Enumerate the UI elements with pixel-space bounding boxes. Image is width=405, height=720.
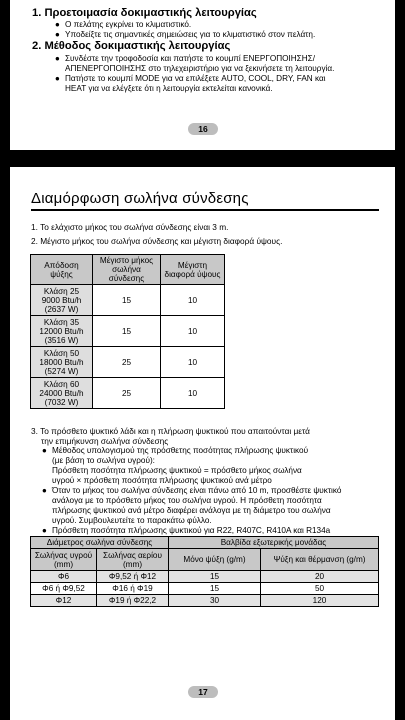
bullet-dot-icon: ● — [42, 446, 47, 455]
test-preparation-heading: 1. Προετοιμασία δοκιμαστικής λειτουργίας — [32, 7, 257, 19]
bullet-item: ● Μέθοδος υπολογισμού της πρόσθετης ποσότητας πλήρωσης ψυκτικού (με βάση το σωλήνα υγρού): Πρόσθετη ποσότητα πλήρωσης ψυκτικού = πρόσθετο μήκος σωλήνα υγρού × πρόσθετη ποσότητα πλήρωσης ψυκτικού ανά μέτρο — [42, 446, 309, 485]
bullet-dot-icon: ● — [55, 20, 60, 29]
heat-cell: 50 — [261, 583, 379, 595]
table-header-row — [31, 537, 379, 549]
refrigerant-charge-table — [30, 536, 379, 607]
table-header-row — [31, 255, 225, 285]
table-row — [31, 347, 225, 378]
liquid-cell: Φ6 ή Φ9,52 — [31, 583, 97, 595]
bullet-dot-icon: ● — [55, 54, 60, 63]
bullet-item: ● Πατήστε το κουμπί MODE για να επιλέξετε AUTO, COOL, DRY, FAN και HEAT για να ελέγξετε ότι η λειτουργία εκτελείται κανονικά. — [55, 74, 326, 93]
bullet-item: ● Όταν το μήκος του σωλήνα σύνδεσης είναι πάνω από 10 m, προσθέστε ψυκτικό ανάλογα με το πρόσθετο μήκος του σωλήνα υγρού. Η πρόσθετη ποσότητα πλήρωσης ψυκτικού ανά μέτρο διαφέρει ανάλογα με τη διάμετρο του σωλήνα υγρού. Συμβουλευτείτε το παρακάτω φύλλο. — [42, 486, 342, 525]
title-divider — [31, 209, 379, 211]
length-cell: 15 — [93, 316, 161, 347]
header-pipe-diameter: Διάμετρος σωλήνα σύνδεσης — [31, 537, 169, 549]
bullet-dot-icon: ● — [55, 30, 60, 39]
header-cooling-capacity: Απόδοση ψύξης — [31, 255, 93, 285]
heat-cell: 120 — [261, 595, 379, 607]
header-max-height-diff: Μέγιστη διαφορά ύψους — [161, 255, 225, 285]
min-length-note: 1. Το ελάχιστο μήκος του σωλήνα σύνδεσης είναι 3 m. — [31, 222, 229, 232]
page-number-badge: 17 — [188, 686, 218, 698]
table-row — [31, 316, 225, 347]
class-cell: Κλάση 35 12000 Btu/h (3516 W) — [31, 316, 93, 347]
gas-cell: Φ9,52 ή Φ12 — [97, 571, 169, 583]
page-number-badge: 16 — [188, 123, 218, 135]
header-liquid-pipe: Σωλήνας υγρού (mm) — [31, 549, 97, 571]
class-cell: Κλάση 50 18000 Btu/h (5274 W) — [31, 347, 93, 378]
table-header-row — [31, 549, 379, 571]
bullet-item: ● Ο πελάτης εγκρίνει το κλιματιστικό. — [55, 20, 192, 29]
header-cooling-only: Μόνο ψύξη (g/m) — [169, 549, 261, 571]
header-gas-pipe: Σωλήνας αερίου (mm) — [97, 549, 169, 571]
test-method-heading: 2. Μέθοδος δοκιμαστικής λειτουργίας — [32, 40, 231, 52]
liquid-cell: Φ6 — [31, 571, 97, 583]
cool-cell: 15 — [169, 571, 261, 583]
pipe-length-table — [30, 254, 225, 409]
bullet-item: ● Πρόσθετη ποσότητα πλήρωσης ψυκτικού για R22, R407C, R410A και R134a — [42, 526, 331, 535]
cool-cell: 15 — [169, 583, 261, 595]
bullet-item: ● Συνδέστε την τροφοδοσία και πατήστε το κουμπί ΕΝΕΡΓΟΠΟΙΗΣΗΣ/ ΑΠΕΝΕΡΓΟΠΟΙΗΣΗΣ στο τηλεχειριστήριο για να ξεκινήσετε τη λειτουργία. — [55, 54, 335, 73]
refrigerant-note-line: 3. Το πρόσθετο ψυκτικό λάδι και η πλήρωση ψυκτικού που απαιτούνται μετά — [31, 426, 310, 436]
length-cell: 15 — [93, 285, 161, 316]
height-cell: 10 — [161, 378, 225, 409]
manual-page-16 — [10, 0, 395, 150]
bullet-dot-icon: ● — [55, 74, 60, 83]
class-cell: Κλάση 25 9000 Btu/h (2637 W) — [31, 285, 93, 316]
class-cell: Κλάση 60 24000 Btu/h (7032 W) — [31, 378, 93, 409]
height-cell: 10 — [161, 285, 225, 316]
table-row — [31, 378, 225, 409]
table-row — [31, 285, 225, 316]
liquid-cell: Φ12 — [31, 595, 97, 607]
page-title: Διαμόρφωση σωλήνα σύνδεσης — [31, 190, 249, 207]
height-cell: 10 — [161, 316, 225, 347]
height-cell: 10 — [161, 347, 225, 378]
cool-cell: 30 — [169, 595, 261, 607]
bullet-item: ● Υποδείξτε τις σημαντικές σημειώσεις για το κλιματιστικό στον πελάτη. — [55, 30, 316, 39]
length-cell: 25 — [93, 347, 161, 378]
length-cell: 25 — [93, 378, 161, 409]
gas-cell: Φ16 ή Φ19 — [97, 583, 169, 595]
bullet-dot-icon: ● — [42, 486, 47, 495]
header-max-length: Μέγιστο μήκος σωλήνα σύνδεσης — [93, 255, 161, 285]
table-row — [31, 595, 379, 607]
manual-page-17 — [10, 167, 395, 720]
refrigerant-note-line: την επιμήκυνση σωλήνα σύνδεσης — [41, 436, 169, 446]
bullet-dot-icon: ● — [42, 526, 47, 535]
header-outdoor-valve: Βαλβίδα εξωτερικής μονάδας — [169, 537, 379, 549]
table-row — [31, 571, 379, 583]
header-cooling-heating: Ψύξη και θέρμανση (g/m) — [261, 549, 379, 571]
table-row — [31, 583, 379, 595]
max-length-note: 2. Μέγιστο μήκος του σωλήνα σύνδεσης και μέγιστη διαφορά ύψους. — [31, 236, 283, 246]
gas-cell: Φ19 ή Φ22,2 — [97, 595, 169, 607]
heat-cell: 20 — [261, 571, 379, 583]
